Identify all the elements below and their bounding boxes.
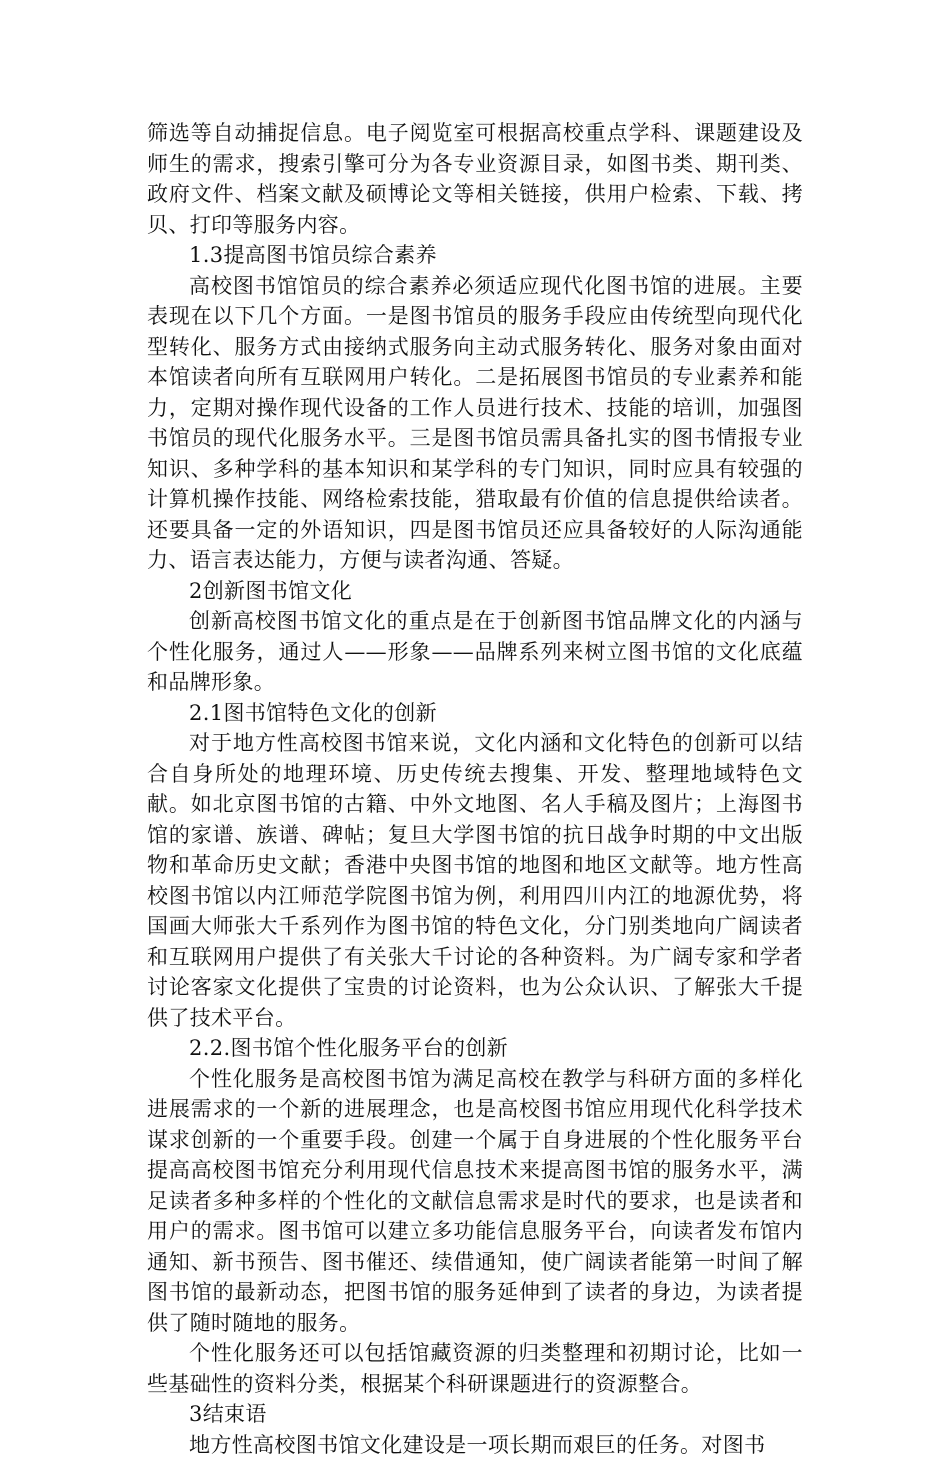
section-heading-2-1: 2.1图书馆特色文化的创新 bbox=[147, 698, 803, 729]
document-body bbox=[147, 118, 803, 1460]
section-heading-3: 3结束语 bbox=[147, 1399, 803, 1430]
body-paragraph: 高校图书馆馆员的综合素养必须适应现代化图书馆的进展。主要表现在以下几个方面。一是图书馆员的服务手段应由传统型向现代化型转化、服务方式由接纳式服务向主动式服务转化、服务对象由面对本馆读者向所有互联网用户转化。二是拓展图书馆员的专业素养和能力，定期对操作现代设备的工作人员进行技术、技能的培训，加强图书馆员的现代化服务水平。三是图书馆员需具备扎实的图书情报专业知识、多种学科的基本知识和某学科的专门知识，同时应具有较强的计算机操作技能、网络检索技能，猎取最有价值的信息提供给读者。还要具备一定的外语知识，四是图书馆员还应具备较好的人际沟通能力、语言表达能力，方便与读者沟通、答疑。 bbox=[147, 271, 803, 576]
body-paragraph: 个性化服务是高校图书馆为满足高校在教学与科研方面的多样化进展需求的一个新的进展理念，也是高校图书馆应用现代化科学技术谋求创新的一个重要手段。创建一个属于自身进展的个性化服务平台提高高校图书馆充分利用现代信息技术来提高图书馆的服务水平，满足读者多种多样的个性化的文献信息需求是时代的要求，也是读者和用户的需求。图书馆可以建立多功能信息服务平台，向读者发布馆内通知、新书预告、图书催还、续借通知，使广阔读者能第一时间了解图书馆的最新动态，把图书馆的服务延伸到了读者的身边，为读者提供了随时随地的服务。 bbox=[147, 1064, 803, 1339]
section-heading-2-2: 2.2.图书馆个性化服务平台的创新 bbox=[147, 1033, 803, 1064]
body-paragraph: 创新高校图书馆文化的重点是在于创新图书馆品牌文化的内涵与个性化服务，通过人——形象——品牌系列来树立图书馆的文化底蕴和品牌形象。 bbox=[147, 606, 803, 698]
body-paragraph: 个性化服务还可以包括馆藏资源的归类整理和初期讨论，比如一些基础性的资料分类，根据某个科研课题进行的资源整合。 bbox=[147, 1338, 803, 1399]
section-heading-1-3: 1.3提高图书馆员综合素养 bbox=[147, 240, 803, 271]
body-paragraph-continued: 筛选等自动捕捉信息。电子阅览室可根据高校重点学科、课题建设及师生的需求，搜索引擎可分为各专业资源目录，如图书类、期刊类、政府文件、档案文献及硕博论文等相关链接，供用户检索、下载、拷贝、打印等服务内容。 bbox=[147, 118, 803, 240]
body-paragraph: 地方性高校图书馆文化建设是一项长期而艰巨的任务。对图书 bbox=[147, 1430, 803, 1460]
section-heading-2: 2创新图书馆文化 bbox=[147, 576, 803, 607]
body-paragraph: 对于地方性高校图书馆来说，文化内涵和文化特色的创新可以结合自身所处的地理环境、历史传统去搜集、开发、整理地域特色文献。如北京图书馆的古籍、中外文地图、名人手稿及图片；上海图书馆的家谱、族谱、碑帖；复旦大学图书馆的抗日战争时期的中文出版物和革命历史文献；香港中央图书馆的地图和地区文献等。地方性高校图书馆以内江师范学院图书馆为例，利用四川内江的地源优势，将国画大师张大千系列作为图书馆的特色文化，分门别类地向广阔读者和互联网用户提供了有关张大千讨论的各种资料。为广阔专家和学者讨论客家文化提供了宝贵的讨论资料，也为公众认识、了解张大千提供了技术平台。 bbox=[147, 728, 803, 1033]
